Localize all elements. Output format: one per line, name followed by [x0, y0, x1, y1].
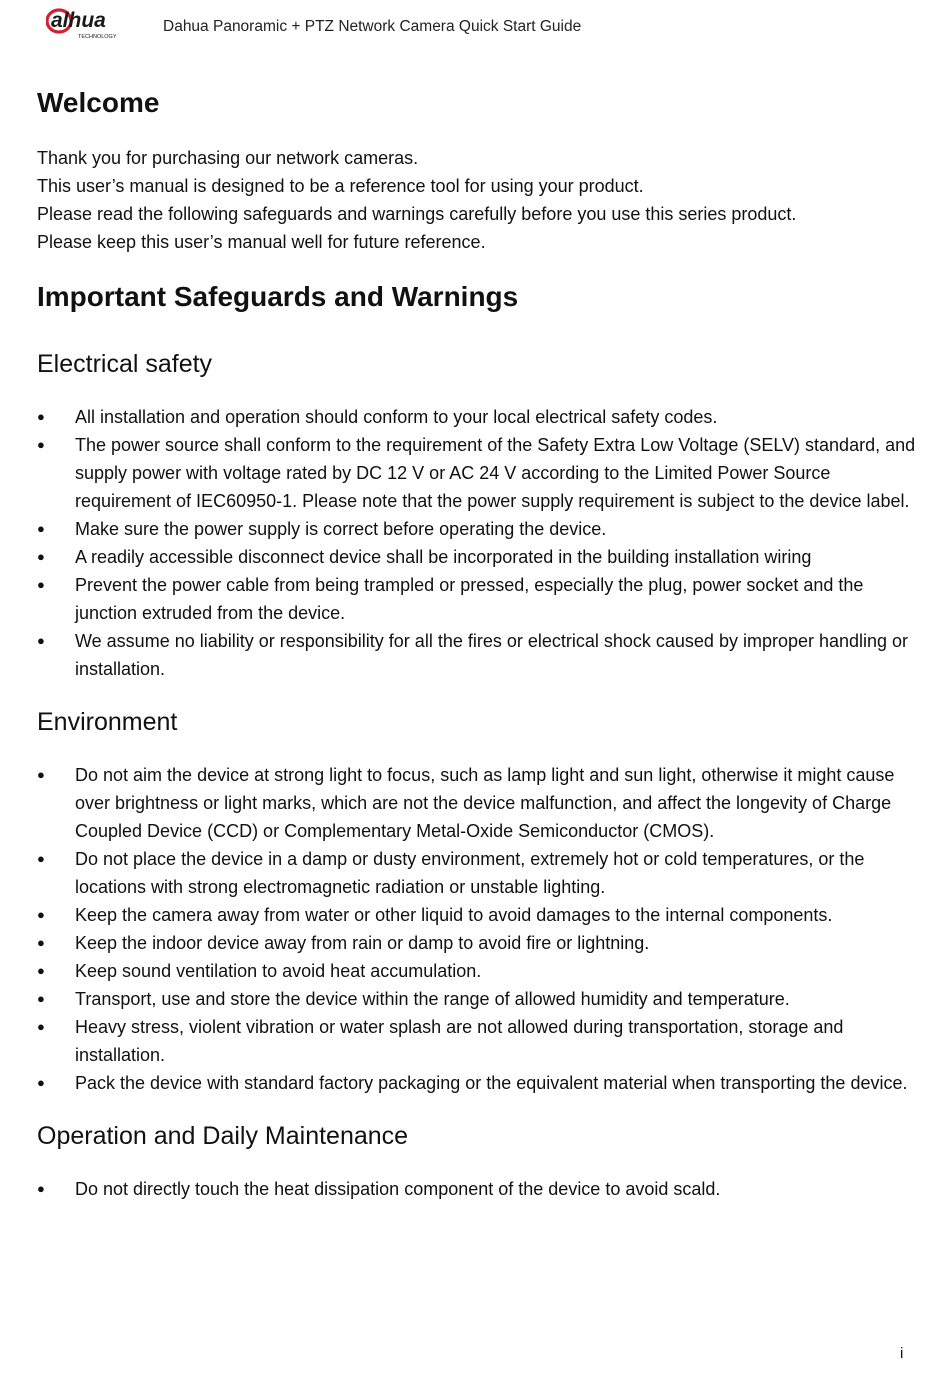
section-environment: [37, 706, 917, 1097]
list-item: ● Make sure the power supply is correct before operating the device.: [37, 515, 917, 543]
list-item: ● Do not directly touch the heat dissipation component of the device to avoid scald.: [37, 1175, 917, 1203]
welcome-text: [37, 144, 917, 256]
section-operation-maintenance: [37, 1120, 917, 1203]
section-title: Operation and Daily Maintenance: [37, 1122, 409, 1150]
bullet-list: [37, 403, 917, 683]
list-item: ● Keep sound ventilation to avoid heat accumulation.: [37, 957, 917, 985]
page-header: [46, 6, 926, 40]
list-item: ● A readily accessible disconnect device shall be incorporated in the building installation wiring: [37, 543, 917, 571]
welcome-heading: Welcome: [37, 87, 160, 118]
list-item: ● The power source shall conform to the requirement of the Safety Extra Low Voltage (SELV) standard, and supply power with voltage rated by DC 12 V or AC 24 V according to the Limited Power Source requirement of IEC60950-1. Please note that the power supply requirement is subject to the device label.: [37, 431, 917, 515]
welcome-paragraph: Thank you for purchasing our network cameras.: [37, 148, 419, 168]
bullet-list: [37, 761, 917, 1097]
list-item: ● Do not aim the device at strong light to focus, such as lamp light and sun light, otherwise it might cause over brightness or light marks, which are not the device malfunction, and affect the longevity of Charge Coupled Device (CCD) or Complementary Metal-Oxide Semiconductor (CMOS).: [37, 761, 917, 845]
list-item: ● Transport, use and store the device within the range of allowed humidity and temperature.: [37, 985, 917, 1013]
safeguards-heading: Important Safeguards and Warnings: [37, 281, 519, 312]
logo-subtext: TECHNOLOGY: [78, 34, 117, 40]
section-electrical-safety: [37, 348, 917, 683]
welcome-paragraph: This user’s manual is designed to be a reference tool for using your product.: [37, 176, 644, 196]
page-number: i: [900, 1345, 904, 1362]
logo-wordmark: alhua: [51, 9, 106, 32]
list-item: ● Do not place the device in a damp or dusty environment, extremely hot or cold temperatures, or the locations with strong electromagnetic radiation or unstable lighting.: [37, 845, 917, 901]
dahua-logo: [46, 6, 156, 40]
list-item: ● We assume no liability or responsibility for all the fires or electrical shock caused by improper handling or installation.: [37, 627, 917, 683]
section-title: Environment: [37, 708, 178, 736]
list-item: ● Prevent the power cable from being trampled or pressed, especially the plug, power socket and the junction extruded from the device.: [37, 571, 917, 627]
list-item: ● All installation and operation should conform to your local electrical safety codes.: [37, 403, 917, 431]
document-body: [37, 85, 917, 1203]
list-item: ● Keep the camera away from water or other liquid to avoid damages to the internal components.: [37, 901, 917, 929]
list-item: ● Pack the device with standard factory packaging or the equivalent material when transporting the device.: [37, 1069, 917, 1097]
bullet-list: [37, 1175, 917, 1203]
header-title: Dahua Panoramic + PTZ Network Camera Quick Start Guide: [163, 18, 582, 35]
welcome-paragraph: Please keep this user’s manual well for future reference.: [37, 232, 486, 252]
list-item: ● Keep the indoor device away from rain or damp to avoid fire or lightning.: [37, 929, 917, 957]
welcome-paragraph: Please read the following safeguards and warnings carefully before you use this series product.: [37, 204, 797, 224]
section-title: Electrical safety: [37, 350, 213, 378]
list-item: ● Heavy stress, violent vibration or water splash are not allowed during transportation, storage and installation.: [37, 1013, 917, 1069]
